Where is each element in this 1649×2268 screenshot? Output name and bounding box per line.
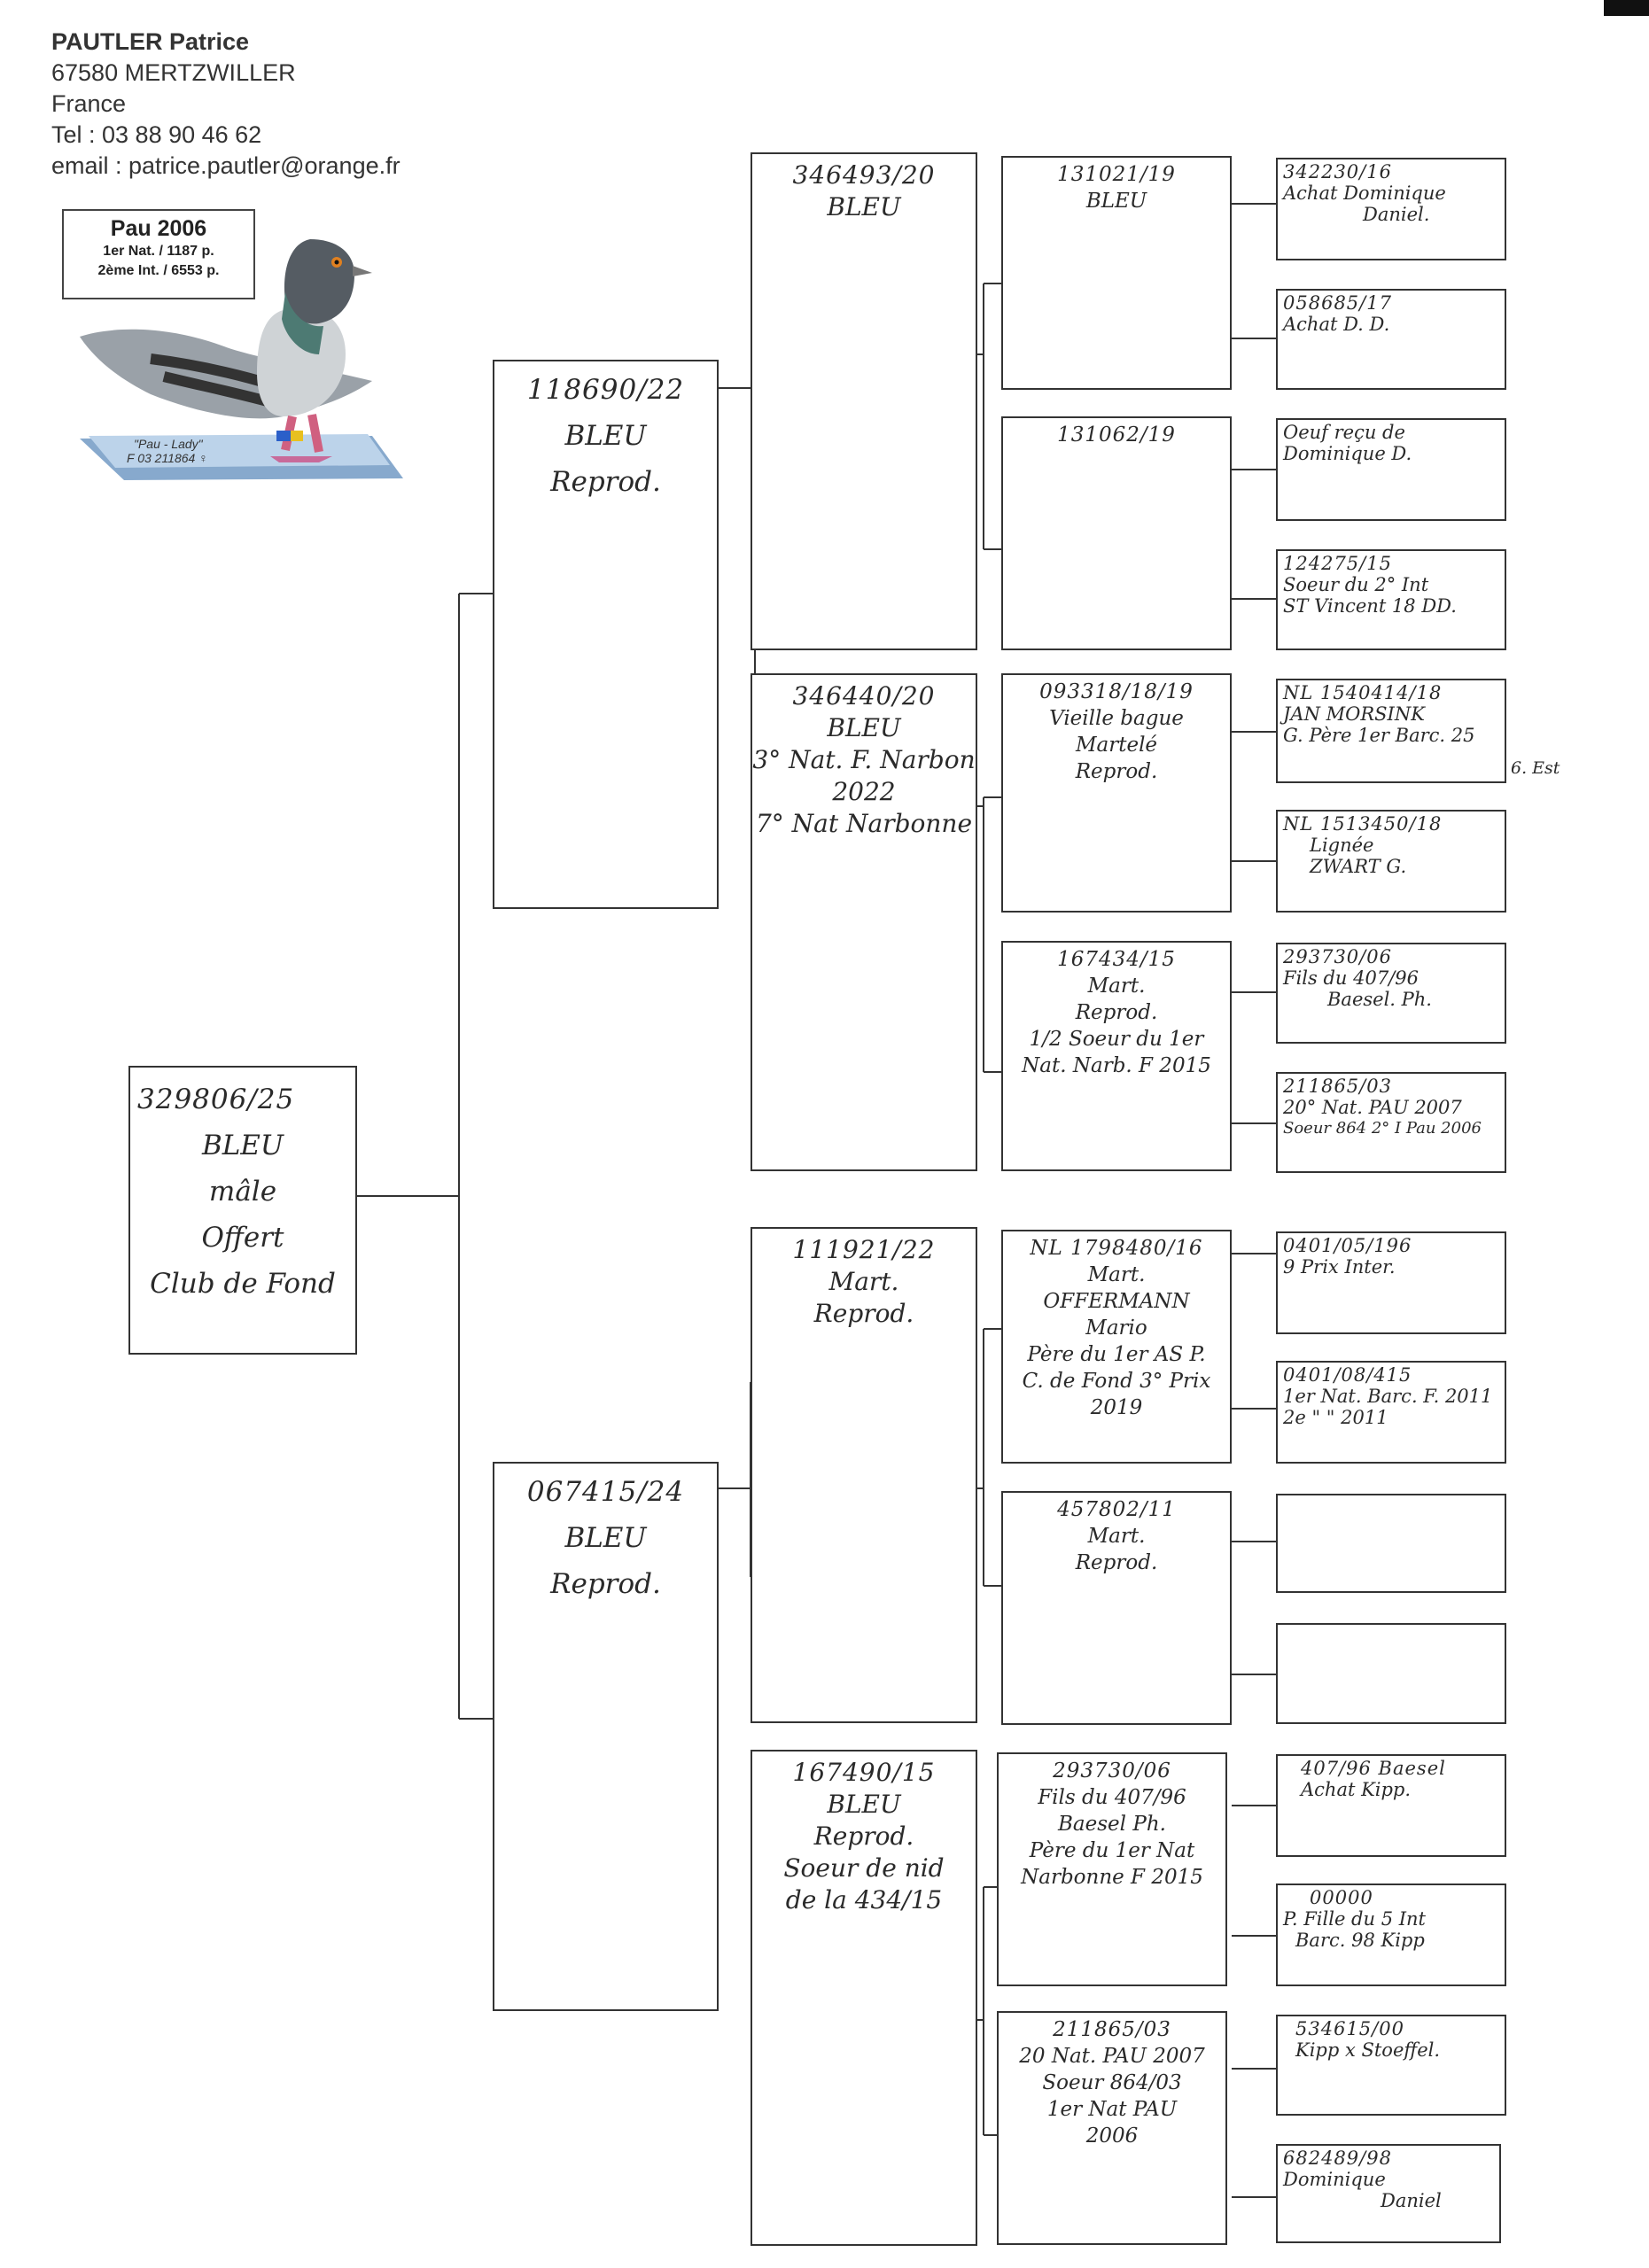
note-line: Mart. bbox=[1087, 1525, 1146, 1548]
caption-name: "Pau - Lady" bbox=[134, 437, 203, 451]
ring-number: 124275/15 bbox=[1283, 553, 1392, 574]
owner-city: 67580 MERTZWILLER bbox=[51, 59, 296, 86]
note-line: Père du 1er AS P. bbox=[1027, 1343, 1206, 1366]
ring-number: 167434/15 bbox=[1057, 948, 1176, 971]
badge-title: Pau 2006 bbox=[110, 216, 207, 241]
ring-number: 167490/15 bbox=[792, 1758, 936, 1787]
note-line: 1er Nat. Barc. F. 2011 bbox=[1283, 1386, 1493, 1407]
ring-number: 058685/17 bbox=[1283, 292, 1392, 314]
ring-number: 457802/11 bbox=[1057, 1498, 1176, 1521]
note-line: 3° Nat. F. Narbon bbox=[752, 745, 976, 774]
pedigree-dss bbox=[1001, 1230, 1232, 1464]
note-line: Offert bbox=[201, 1222, 284, 1254]
ring-number: 407/96 Baesel bbox=[1301, 1758, 1446, 1779]
note-line: Oeuf reçu de bbox=[1283, 422, 1405, 443]
ring-number: 00000 bbox=[1310, 1887, 1373, 1908]
pedigree-dam-dam bbox=[751, 1750, 977, 2246]
pedigree-sire-sire bbox=[751, 152, 977, 650]
ring-number: 211865/03 bbox=[1053, 2018, 1171, 2041]
note-line: 1er Nat PAU bbox=[1046, 2098, 1178, 2121]
pedigree-ddsd bbox=[1276, 1884, 1506, 1986]
note-line: OFFERMANN bbox=[1043, 1290, 1190, 1313]
note-line: 20° Nat. PAU 2007 bbox=[1283, 1097, 1462, 1118]
note-line: Reprod. bbox=[813, 1299, 914, 1328]
pedigree-dam bbox=[493, 1462, 719, 2011]
note-line: Soeur de nid bbox=[783, 1853, 945, 1883]
ring-number: 131062/19 bbox=[1057, 423, 1176, 447]
note-line: Narbonne F 2015 bbox=[1021, 1866, 1203, 1889]
ring-number: 093318/18/19 bbox=[1039, 680, 1194, 703]
note-line: Reprod. bbox=[1075, 1001, 1158, 1024]
pedigree-sdd bbox=[1001, 941, 1232, 1171]
note-line: Fils du 407/96 bbox=[1283, 967, 1419, 989]
ring-number: 131021/19 bbox=[1057, 163, 1176, 186]
pedigree-sdss bbox=[1276, 679, 1506, 783]
note-line: G. Père 1er Barc. 25 bbox=[1283, 725, 1475, 746]
note-line: 2019 bbox=[1090, 1396, 1143, 1419]
note-line: Mart. bbox=[1087, 1263, 1146, 1286]
note-line: BLEU bbox=[564, 1522, 647, 1554]
ring-number: 0401/08/415 bbox=[1283, 1364, 1412, 1386]
pedigree-ssss bbox=[1276, 158, 1506, 260]
ring-number: 067415/24 bbox=[526, 1476, 685, 1508]
note-line: ZWART G. bbox=[1310, 856, 1407, 877]
note-line: Soeur 864/03 bbox=[1042, 2071, 1182, 2094]
pedigree-sire bbox=[493, 360, 719, 909]
note-line: Reprod. bbox=[1075, 1551, 1158, 1574]
note-line: Soeur 864 2° I Pau 2006 bbox=[1283, 1119, 1482, 1138]
note-line: Achat D. D. bbox=[1283, 314, 1390, 335]
pedigree-dsss bbox=[1276, 1231, 1506, 1334]
owner-name: PAUTLER Patrice bbox=[51, 28, 250, 55]
pedigree-dssd bbox=[1276, 1361, 1506, 1464]
note-line: BLEU bbox=[1085, 190, 1147, 213]
ring-number: 346493/20 bbox=[792, 160, 936, 190]
note-line: Père du 1er Nat bbox=[1029, 1839, 1195, 1862]
note-line: C. de Fond 3° Prix bbox=[1022, 1370, 1211, 1393]
ring-number: 346440/20 bbox=[792, 681, 936, 711]
pedigree-subject bbox=[128, 1066, 357, 1355]
note-line: Reprod. bbox=[550, 466, 661, 498]
note-line: Vieille bague bbox=[1049, 707, 1184, 730]
note-line: 2e " " 2011 bbox=[1283, 1407, 1388, 1428]
badge-line-1: 1er Nat. / 1187 p. bbox=[103, 244, 214, 259]
ring-number: NL 1540414/18 bbox=[1283, 682, 1443, 703]
note-line: Martelé bbox=[1075, 734, 1158, 757]
pedigree-sss bbox=[1001, 156, 1232, 390]
note-line: Lignée bbox=[1310, 835, 1374, 856]
note-line: Barc. 98 Kipp bbox=[1295, 1930, 1425, 1951]
pedigree-dddd bbox=[1276, 2144, 1501, 2243]
note-line: Daniel. bbox=[1363, 204, 1430, 225]
note-line: 2006 bbox=[1085, 2124, 1139, 2148]
badge-line-2: 2ème Int. / 6553 p. bbox=[97, 263, 220, 278]
ring-number: 0401/05/196 bbox=[1283, 1235, 1412, 1256]
note-line: BLEU bbox=[564, 420, 647, 452]
pedigree-sssd bbox=[1276, 289, 1506, 390]
pedigree-ssds bbox=[1276, 418, 1506, 521]
pedigree-dds bbox=[997, 1752, 1227, 1986]
pedigree-ddds bbox=[1276, 2015, 1506, 2116]
note-line: 20 Nat. PAU 2007 bbox=[1019, 2045, 1205, 2068]
note-line: Reprod. bbox=[1075, 760, 1158, 783]
owner-tel: Tel : 03 88 90 46 62 bbox=[51, 121, 262, 148]
pedigree-dam-sire bbox=[751, 1227, 977, 1723]
note-line: Kipp x Stoeffel. bbox=[1295, 2039, 1441, 2061]
ring-number: 293730/06 bbox=[1053, 1759, 1171, 1783]
note-line: Baesel. Ph. bbox=[1327, 989, 1432, 1010]
note-line: BLEU bbox=[201, 1130, 284, 1161]
note-line: Achat Kipp. bbox=[1301, 1779, 1412, 1800]
note-line: 1/2 Soeur du 1er bbox=[1029, 1028, 1204, 1051]
pedigree-ddd bbox=[997, 2011, 1227, 2245]
note-line: Mart. bbox=[1087, 975, 1146, 998]
note-line: BLEU bbox=[827, 1790, 901, 1819]
pedigree-ddss bbox=[1276, 1754, 1506, 1857]
owner-email: email : patrice.pautler@orange.fr bbox=[51, 152, 401, 179]
note-line: Reprod. bbox=[550, 1568, 661, 1600]
note-line: Dominique D. bbox=[1283, 443, 1412, 464]
ring-number: 342230/16 bbox=[1283, 161, 1392, 183]
pedigree-sire-dam bbox=[751, 673, 977, 1171]
note-line: Achat Dominique bbox=[1283, 183, 1446, 204]
ring-number: NL 1513450/18 bbox=[1283, 813, 1443, 835]
note-line: 7° Nat Narbonne bbox=[755, 809, 973, 838]
note-line: 2022 bbox=[832, 777, 896, 806]
note-line: BLEU bbox=[827, 192, 901, 221]
note-line: Mario bbox=[1085, 1317, 1147, 1340]
ring-number: 682489/98 bbox=[1283, 2148, 1392, 2169]
ring-number: 293730/06 bbox=[1283, 946, 1392, 967]
ring-number: NL 1798480/16 bbox=[1030, 1237, 1203, 1260]
caption-ring: F 03 211864 ♀ bbox=[127, 451, 208, 465]
note-line: Mart. bbox=[828, 1267, 899, 1296]
pedigree-sdds bbox=[1276, 943, 1506, 1044]
pedigree-sds bbox=[1001, 673, 1232, 913]
pedigree-sdsd bbox=[1276, 810, 1506, 913]
pedigree-dsd bbox=[1001, 1491, 1232, 1725]
note-line: JAN MORSINK bbox=[1283, 703, 1425, 725]
pedigree-sddd bbox=[1276, 1072, 1506, 1173]
ring-number: 118690/22 bbox=[526, 374, 685, 406]
ring-number: 329806/25 bbox=[137, 1084, 295, 1115]
pedigree-ssdd bbox=[1276, 549, 1506, 650]
note-line: P. Fille du 5 Int bbox=[1283, 1908, 1426, 1930]
note-line: Fils du 407/96 bbox=[1038, 1786, 1186, 1809]
note-line: Daniel bbox=[1381, 2190, 1442, 2211]
note-line: ST Vincent 18 DD. bbox=[1283, 595, 1457, 617]
ring-number: 534615/00 bbox=[1295, 2018, 1404, 2039]
note-line: Reprod. bbox=[813, 1821, 914, 1851]
note-line: mâle bbox=[208, 1176, 277, 1208]
ring-number: 111921/22 bbox=[792, 1235, 936, 1264]
note-line: de la 434/15 bbox=[785, 1885, 943, 1915]
owner-country: France bbox=[51, 90, 127, 117]
pedigree-dsdd bbox=[1276, 1623, 1506, 1724]
side-note: 6. Est bbox=[1511, 758, 1560, 778]
note-line: Baesel Ph. bbox=[1058, 1813, 1166, 1836]
pedigree-dsds bbox=[1276, 1494, 1506, 1593]
note-line: Nat. Narb. F 2015 bbox=[1022, 1054, 1211, 1077]
note-line: BLEU bbox=[827, 713, 901, 742]
note-line: 9 Prix Inter. bbox=[1283, 1256, 1396, 1278]
pedigree-ssd bbox=[1001, 416, 1232, 650]
ring-number: 211865/03 bbox=[1283, 1076, 1392, 1097]
note-line: Soeur du 2° Int bbox=[1283, 574, 1429, 595]
note-line: Club de Fond bbox=[150, 1268, 336, 1300]
note-line: Dominique bbox=[1283, 2169, 1386, 2190]
